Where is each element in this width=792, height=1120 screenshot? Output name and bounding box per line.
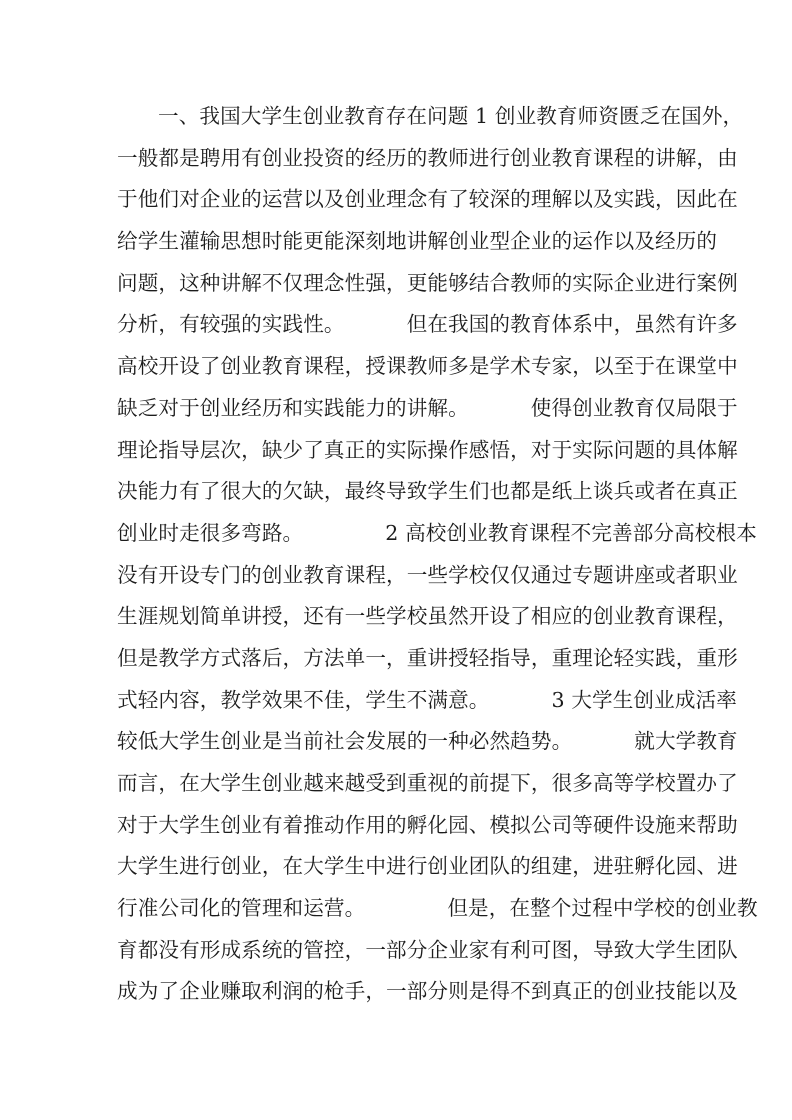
document-line-segment-a: 分析，有较强的实践性。 (117, 312, 345, 337)
document-line-content (117, 304, 738, 346)
document-line-segment-b: 就大学教育 (634, 729, 738, 754)
document-line (117, 430, 738, 472)
document-line-content (117, 388, 738, 430)
document-line-segment-b: 使得创业教育仅局限于 (530, 395, 738, 420)
document-text-block (117, 96, 758, 1013)
document-line-content (117, 346, 738, 388)
document-line (117, 930, 738, 972)
document-line-content (117, 596, 738, 638)
document-line-segment-a: 行准公司化的管理和运营。 (117, 896, 366, 921)
document-line-text: 生涯规划简单讲授，还有一些学校虽然开设了相应的创业教育课程， (117, 604, 738, 629)
document-line-text: 一、我国大学生创业教育存在问题 1 创业教育师资匮乏在国外， (158, 104, 744, 128)
document-line-text: 没有开设专门的创业教育课程，一些学校仅仅通过专题讲座或者职业 (117, 562, 738, 587)
document-line-content (117, 638, 738, 680)
document-line-segment-a: 式轻内容，教学效果不佳，学生不满意。 (117, 687, 490, 712)
document-line-content (117, 263, 738, 305)
document-line (117, 513, 757, 555)
document-line-segment-b: 但在我国的教育体系中，虽然有许多 (406, 312, 738, 337)
document-line-text: 而言，在大学生创业越来越受到重视的前提下，很多高等学校置办了 (117, 771, 738, 795)
document-line (117, 555, 738, 597)
document-line-content (117, 179, 738, 221)
document-line (117, 638, 738, 680)
document-line (117, 471, 738, 513)
document-line-segment-a: 创业时走很多弯路。 (117, 520, 304, 545)
document-line-text: 但是教学方式落后，方法单一，重讲授轻指导，重理论轻实践，重形 (117, 645, 738, 670)
document-line (117, 763, 738, 805)
document-line-text: 育都没有形成系统的管控，一部分企业家有利可图，导致大学生团队 (117, 937, 738, 962)
document-line-content (117, 221, 718, 263)
document-line (117, 179, 738, 221)
document-line-text: 高校开设了创业教育课程，授课教师多是学术专家，以至于在课堂中 (117, 354, 738, 379)
document-line-text: 给学生灌输思想时能更能深刻地讲解创业型企业的运作以及经历的 (117, 229, 718, 254)
document-line (117, 596, 738, 638)
document-line-segment-a: 较低大学生创业是当前社会发展的一种必然趋势。 (117, 729, 573, 754)
document-line-content (117, 430, 738, 472)
document-line (117, 304, 738, 346)
document-line-content (117, 721, 738, 763)
document-line-content (117, 555, 738, 597)
document-line (117, 971, 738, 1013)
document-line-text: 于他们对企业的运营以及创业理念有了较深的理解以及实践，因此在 (117, 187, 738, 212)
document-line-content (117, 138, 738, 180)
document-line (117, 805, 738, 847)
document-line-content (117, 763, 738, 805)
document-line-content (117, 96, 744, 138)
document-line-segment-a: 缺乏对于创业经历和实践能力的讲解。 (117, 395, 469, 420)
document-line-content (117, 805, 738, 847)
document-line-content (117, 513, 757, 555)
document-line (117, 263, 738, 305)
document-line-text: 一般都是聘用有创业投资的经历的教师进行创业教育课程的讲解，由 (117, 145, 738, 170)
document-line-content (117, 930, 738, 972)
document-line-text: 问题，这种讲解不仅理念性强，更能够结合教师的实际企业进行案例 (117, 270, 738, 295)
document-line-text: 大学生进行创业，在大学生中进行创业团队的组建，进驻孵化园、进 (117, 854, 738, 879)
document-line-text: 成为了企业赚取利润的枪手，一部分则是得不到真正的创业技能以及 (117, 979, 738, 1004)
document-line-content (117, 471, 738, 513)
document-line-text: 理论指导层次，缺少了真正的实际操作感悟，对于实际问题的具体解 (117, 437, 738, 462)
document-line-text: 对于大学生创业有着推动作用的孵化园、模拟公司等硬件设施来帮助 (117, 812, 738, 837)
document-line-content (117, 846, 738, 888)
document-line-segment-b: 3 大学生创业成活率 (551, 687, 737, 712)
document-line (117, 680, 737, 722)
document-line (117, 221, 718, 263)
document-line-content (117, 680, 737, 722)
document-line-segment-b: 但是，在整个过程中学校的创业教 (447, 896, 758, 921)
document-line-segment-b: 2 高校创业教育课程不完善部分高校根本 (385, 520, 757, 545)
document-line (117, 388, 738, 430)
document-line (117, 138, 738, 180)
document-line (117, 721, 738, 763)
document-line-content (117, 888, 758, 930)
document-line-text: 决能力有了很大的欠缺，最终导致学生们也都是纸上谈兵或者在真正 (117, 479, 738, 504)
document-line (117, 346, 738, 388)
document-line (117, 846, 738, 888)
document-line-content (117, 971, 738, 1013)
document-line (117, 888, 758, 930)
document-line (117, 96, 744, 138)
